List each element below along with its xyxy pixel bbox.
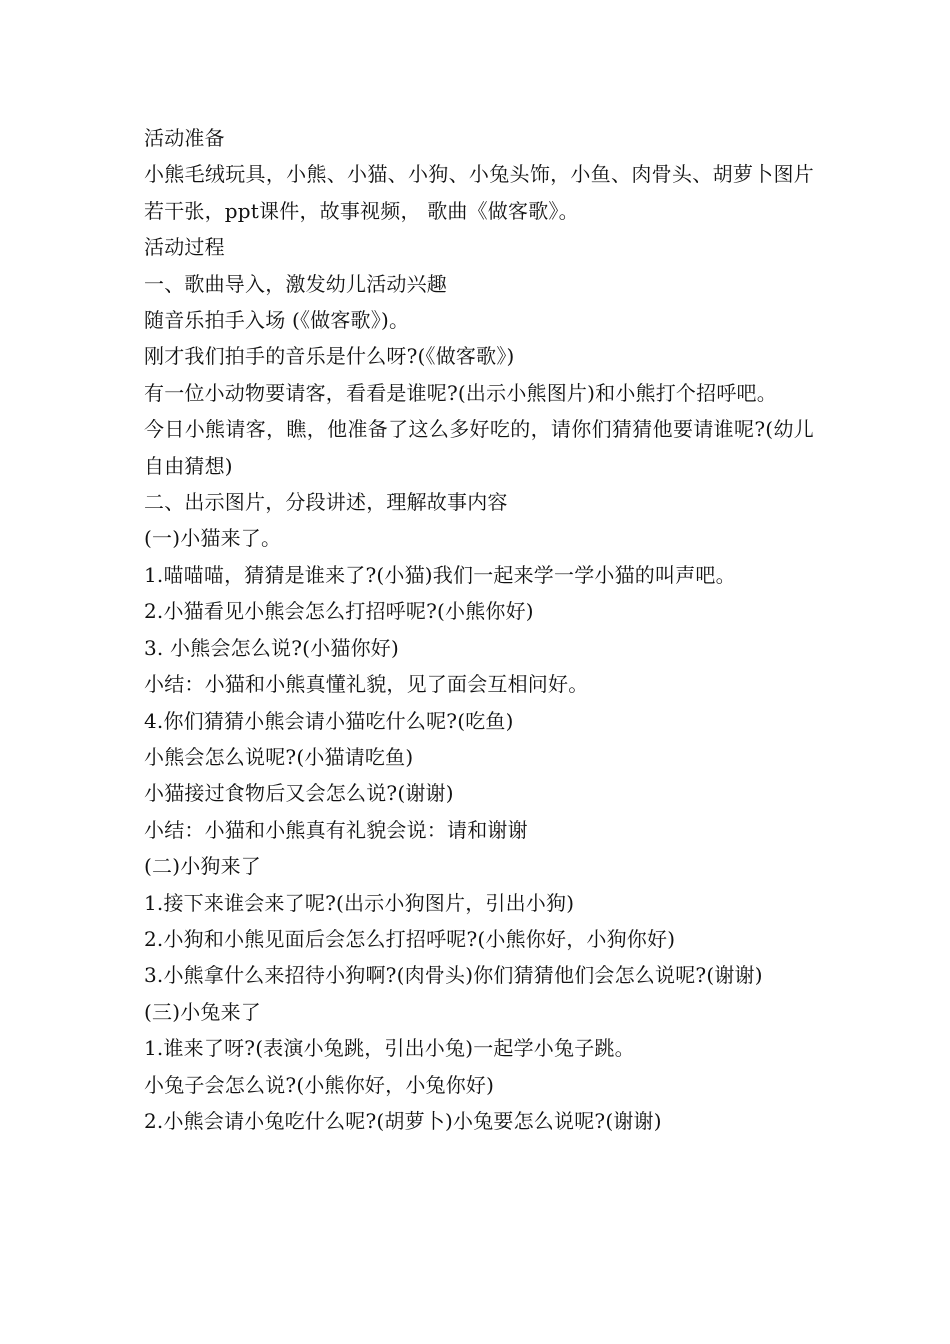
list-item: 2.小猫看见小熊会怎么打招呼呢?(小熊你好) (144, 599, 534, 624)
step-heading-1: 一、歌曲导入，激发幼儿活动兴趣 (144, 271, 447, 296)
list-item: 3.小熊拿什么来招待小狗啊?(肉骨头)你们猜猜他们会怎么说呢?(谢谢) (144, 963, 763, 988)
text-line: 小猫接过食物后又会怎么说?(谢谢) (144, 781, 454, 806)
text-line: 刚才我们拍手的音乐是什么呀?(《做客歌》) (144, 344, 515, 369)
subsection-heading-dog: (二)小狗来了 (144, 854, 262, 879)
text-line: 随音乐拍手入场 (《做客歌》)。 (144, 308, 410, 333)
text-line: 小兔子会怎么说?(小熊你好，小兔你好) (144, 1072, 495, 1097)
list-item: 3. 小熊会怎么说?(小猫你好) (144, 635, 399, 660)
section-heading-preparation: 活动准备 (144, 126, 225, 150)
step-heading-2: 二、出示图片，分段讲述，理解故事内容 (144, 490, 508, 515)
document-body (144, 120, 814, 1139)
list-item: 1.喵喵喵，猜猜是谁来了?(小猫)我们一起来学一学小猫的叫声吧。 (144, 562, 736, 587)
list-item: 2.小狗和小熊见面后会怎么打招呼呢?(小熊你好，小狗你好) (144, 926, 676, 951)
list-item: 2.小熊会请小兔吃什么呢?(胡萝卜)小兔要怎么说呢?(谢谢) (144, 1108, 662, 1133)
text-paragraph: 今日小熊请客，瞧，他准备了这么多好吃的，请你们猜猜他要请谁呢?(幼儿自由猜想) (144, 417, 814, 478)
summary-line: 小结：小猫和小熊真有礼貌会说：请和谢谢 (144, 817, 528, 842)
list-item: 1.谁来了呀?(表演小兔跳，引出小兔)一起学小兔子跳。 (144, 1036, 635, 1061)
list-item: 4.你们猜猜小熊会请小猫吃什么呢?(吃鱼) (144, 708, 514, 733)
text-paragraph: 有一位小动物要请客，看看是谁呢?(出示小熊图片)和小熊打个招呼吧。 (144, 380, 777, 405)
subsection-heading-rabbit: (三)小兔来了 (144, 999, 262, 1024)
list-item: 1.接下来谁会来了呢?(出示小狗图片，引出小狗) (144, 890, 575, 915)
section-heading-process: 活动过程 (144, 235, 225, 260)
preparation-materials: 小熊毛绒玩具，小熊、小猫、小狗、小兔头饰，小鱼、肉骨头、胡萝卜图片若干张，ppt课件，故事视频， 歌曲《做客歌》。 (144, 162, 814, 223)
summary-line: 小结：小猫和小熊真懂礼貌，见了面会互相问好。 (144, 672, 589, 697)
text-line: 小熊会怎么说呢?(小猫请吃鱼) (144, 744, 414, 769)
subsection-heading-cat: (一)小猫来了。 (144, 526, 282, 551)
